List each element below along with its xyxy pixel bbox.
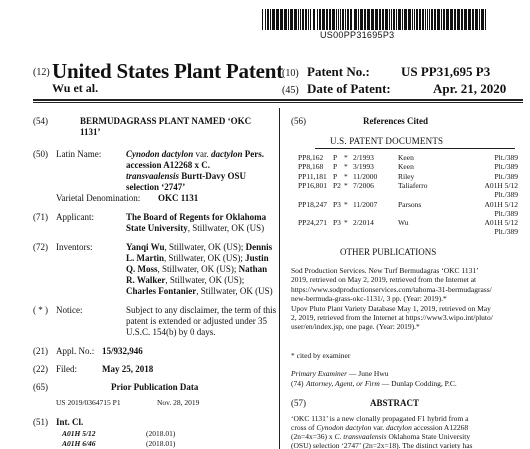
varietal-denomination: OKC 1131 bbox=[158, 193, 199, 203]
inid-54: (54) bbox=[33, 116, 48, 126]
citation-cls: Plt./389 bbox=[494, 153, 518, 162]
primary-examiner bbox=[291, 369, 389, 378]
barcode-bar bbox=[475, 9, 478, 30]
citation-name: Parsons bbox=[398, 199, 422, 209]
int-cl-code-2: A01H 6/46 bbox=[62, 439, 96, 448]
latin-name-author: Pers. bbox=[242, 149, 265, 159]
abstract-text: accession A12268 bbox=[411, 423, 469, 432]
latin-name-species-author: Burtt-Davy OSU bbox=[179, 171, 247, 181]
header-rule-bottom bbox=[33, 102, 523, 103]
inventor-location: , Stillwater, OK (US); bbox=[165, 275, 245, 285]
barcode-bar bbox=[412, 9, 413, 30]
filed-date: May 25, 2018 bbox=[102, 364, 154, 374]
barcode-bar bbox=[364, 9, 366, 30]
inid-56: (56) bbox=[291, 116, 306, 126]
appl-no: 15/932,946 bbox=[102, 346, 143, 356]
barcode-bar bbox=[450, 9, 453, 30]
citation-date: 2/1993 bbox=[353, 153, 374, 162]
citation-name: Taliaferro bbox=[398, 180, 428, 190]
barcode-bar bbox=[262, 9, 263, 30]
inventor-name: Q. Moss bbox=[126, 264, 158, 274]
applicant-name-end: State University bbox=[126, 223, 188, 233]
citation-name: Keen bbox=[398, 162, 414, 172]
inventor-location: , Stillwater, OK (US) bbox=[196, 286, 273, 296]
barcode-bar bbox=[385, 9, 388, 30]
barcode-bar bbox=[336, 9, 337, 30]
inid-72: (72) bbox=[33, 242, 48, 252]
citation-cls: Plt./389 bbox=[494, 162, 518, 172]
notice-label: Notice: bbox=[56, 305, 83, 315]
barcode-bar bbox=[267, 9, 269, 30]
inventor-location: , Stillwater, OK (US); bbox=[164, 242, 246, 252]
barcode-bar bbox=[454, 9, 456, 30]
barcode-bar bbox=[329, 9, 331, 30]
citation-date: 11/2007 bbox=[353, 199, 378, 209]
barcode-bar bbox=[360, 9, 363, 30]
barcode-bar bbox=[270, 9, 271, 30]
barcode-bar bbox=[340, 9, 341, 30]
citation-name: Keen bbox=[398, 153, 414, 162]
barcode-bar bbox=[429, 9, 430, 30]
inid-10: (10) bbox=[282, 68, 299, 79]
barcode-bar bbox=[302, 9, 304, 30]
citation-cls: Plt./389 bbox=[494, 171, 518, 181]
latin-name-species: transvaalensis bbox=[126, 171, 180, 181]
barcode-bar bbox=[290, 9, 293, 30]
barcode-bar bbox=[310, 9, 311, 30]
abstract-text: Oklahoma State University bbox=[386, 432, 471, 441]
inid-71: (71) bbox=[33, 212, 48, 222]
barcode bbox=[262, 9, 488, 30]
citation-no: PP8,162 bbox=[298, 153, 324, 162]
citation-cls: A01H 5/12 bbox=[484, 199, 518, 209]
barcode-bar bbox=[298, 9, 299, 30]
barcode-bar bbox=[294, 9, 297, 30]
latin-name-label: Latin Name: bbox=[56, 149, 102, 159]
barcode-bar bbox=[434, 9, 436, 30]
inventor-name: L. Martin bbox=[126, 253, 164, 263]
barcode-bar bbox=[422, 9, 424, 30]
patent-number: US PP31,695 P3 bbox=[401, 64, 491, 79]
citation-no: PP24,271 bbox=[298, 218, 327, 228]
inid-65: (65) bbox=[33, 382, 48, 392]
barcode-bar bbox=[308, 9, 309, 30]
int-cl-label: Int. Cl. bbox=[56, 417, 84, 427]
notice-line1: Subject to any disclaimer, the term of this bbox=[126, 305, 277, 315]
inventor-name: Nathan bbox=[238, 264, 268, 274]
abstract-line3 bbox=[291, 432, 470, 441]
barcode-bar bbox=[461, 9, 463, 30]
barcode-bar bbox=[404, 9, 407, 30]
latin-name-line1 bbox=[126, 149, 264, 160]
varietal-label: Varietal Denomination: bbox=[56, 193, 141, 203]
citation-star: * bbox=[344, 171, 348, 181]
barcode-bar bbox=[457, 9, 460, 30]
other-publication-line: user/en/index.jsp, one page. (Year: 2019).* bbox=[291, 322, 420, 332]
attorney-name: — Dunlap Codding, P.C. bbox=[379, 379, 457, 388]
citation-row bbox=[298, 172, 518, 181]
prior-pub-number: US 2019/0364715 P1 bbox=[56, 398, 121, 407]
barcode-bar bbox=[305, 9, 307, 30]
citation-kind: P3 bbox=[333, 218, 341, 228]
barcode-bar bbox=[446, 9, 449, 30]
barcode-bar bbox=[288, 9, 289, 30]
barcode-bar bbox=[391, 9, 392, 30]
appl-no-label: Appl. No.: bbox=[56, 346, 95, 356]
citation-kind: P bbox=[333, 162, 338, 172]
citation-star: * bbox=[344, 162, 348, 172]
citation-row bbox=[298, 190, 518, 199]
barcode-bar bbox=[414, 9, 415, 30]
citation-date: 11/2000 bbox=[353, 171, 378, 181]
citation-name: Riley bbox=[398, 171, 415, 181]
barcode-number: US00PP31695P3 bbox=[320, 30, 395, 40]
barcode-bar bbox=[375, 9, 378, 30]
barcode-bar bbox=[317, 9, 318, 30]
barcode-bar bbox=[345, 9, 346, 30]
barcode-bar bbox=[443, 9, 445, 30]
barcode-bar bbox=[472, 9, 474, 30]
abstract-line4: (OSU) selection ‘2747’ (2n=2x=18). The distinct variety has bbox=[291, 441, 473, 449]
inventors-line4 bbox=[126, 275, 244, 286]
citation-kind: P2 bbox=[333, 180, 341, 190]
inventor-location: , Stillwater, OK (US); bbox=[164, 253, 246, 263]
us-docs-title: U.S. PATENT DOCUMENTS bbox=[330, 136, 444, 146]
abstract-line2 bbox=[291, 423, 468, 432]
citation-row bbox=[298, 227, 518, 236]
notice-line2: patent is extended or adjusted under 35 bbox=[126, 316, 267, 326]
barcode-bar bbox=[468, 9, 471, 30]
citation-cls: Plt./389 bbox=[494, 190, 518, 200]
attorney bbox=[306, 379, 457, 388]
barcode-bar bbox=[300, 9, 301, 30]
barcode-bar bbox=[441, 9, 442, 30]
patent-date: Apr. 21, 2020 bbox=[433, 81, 507, 96]
inventor-name: Justin bbox=[245, 253, 269, 263]
other-publication-line: Sod Production Services. New Turf Bermudagras ‘OKC 1131’ bbox=[291, 266, 479, 275]
citation-cls: Plt./389 bbox=[494, 208, 518, 218]
latin-name-line2: accession A12268 x C. bbox=[126, 160, 210, 170]
barcode-bar bbox=[347, 9, 349, 30]
inid-74: (74) bbox=[291, 379, 304, 388]
barcode-bar bbox=[326, 9, 328, 30]
barcode-bar bbox=[398, 9, 401, 30]
citation-kind: P bbox=[333, 153, 338, 162]
column-divider bbox=[279, 108, 280, 449]
barcode-bar bbox=[371, 9, 374, 30]
primary-examiner-name: — June Hwu bbox=[347, 369, 389, 378]
inid-50: (50) bbox=[33, 149, 48, 159]
barcode-bar bbox=[389, 9, 390, 30]
inventors-line1 bbox=[126, 242, 272, 253]
abstract-genus: Cynodon dactylon bbox=[316, 423, 372, 432]
other-publication-line: 2, 2019, retrieved from the Internet at https://www3.wipo.int/pluto/ bbox=[291, 313, 493, 322]
barcode-bar bbox=[322, 9, 325, 30]
barcode-bar bbox=[425, 9, 426, 30]
citation-row bbox=[298, 181, 518, 190]
inid-45: (45) bbox=[282, 85, 299, 96]
barcode-bar bbox=[481, 9, 484, 30]
citation-name: Wu bbox=[398, 218, 409, 228]
inid-51: (51) bbox=[33, 417, 48, 427]
citation-kind: P3 bbox=[333, 199, 341, 209]
inventors-line3 bbox=[126, 264, 267, 275]
abstract-line1: ‘OKC 1131’ is a new clonally propagated F1 hybrid from a bbox=[291, 414, 469, 423]
prior-pub-title: Prior Publication Data bbox=[111, 382, 199, 392]
barcode-bar bbox=[416, 9, 418, 30]
barcode-bar bbox=[272, 9, 275, 30]
barcode-bar bbox=[319, 9, 321, 30]
abstract-text: var. bbox=[371, 423, 387, 432]
barcode-bar bbox=[402, 9, 403, 30]
barcode-bar bbox=[427, 9, 428, 30]
inventor-name: R. Walker bbox=[126, 275, 166, 285]
barcode-bar bbox=[276, 9, 279, 30]
citation-no: PP8,168 bbox=[298, 162, 324, 172]
barcode-bar bbox=[479, 9, 480, 30]
inventors-line5 bbox=[126, 286, 273, 297]
inid-12: (12) bbox=[33, 67, 50, 78]
applicant-location: , Stillwater, OK (US) bbox=[187, 223, 265, 233]
barcode-bar bbox=[431, 9, 433, 30]
barcode-bar bbox=[332, 9, 335, 30]
applicant-label: Applicant: bbox=[56, 212, 94, 222]
abstract-text: (2n=4x=36) x bbox=[291, 432, 335, 441]
latin-name-line3 bbox=[126, 171, 246, 182]
inventor-short: Wu et al. bbox=[52, 81, 99, 95]
barcode-bar bbox=[338, 9, 339, 30]
us-docs-rule bbox=[315, 148, 515, 149]
inventor-location: , Stillwater, OK (US); bbox=[157, 264, 239, 274]
attorney-label: Attorney, Agent, or Firm bbox=[306, 379, 380, 388]
document-title: United States Plant Patent bbox=[52, 59, 284, 83]
invention-title-line1: BERMUDAGRASS PLANT NAMED ‘OKC bbox=[80, 116, 252, 126]
citation-row bbox=[298, 153, 518, 162]
abstract-text: cross of bbox=[291, 423, 317, 432]
inventors-label: Inventors: bbox=[56, 242, 93, 252]
patent-no-label: Patent No.: bbox=[307, 64, 370, 79]
citation-cls: A01H 5/12 bbox=[484, 218, 518, 228]
abstract-species: C. transvaalensis bbox=[334, 432, 387, 441]
other-publication-line: new-bermuda-grass-okc-1131/, 3 pp. (Year: 2019).* bbox=[291, 294, 447, 304]
int-cl-code-1: A01H 5/12 bbox=[62, 429, 96, 438]
abstract-variety: dactylon bbox=[386, 423, 412, 432]
int-cl-version-1: (2018.01) bbox=[146, 429, 176, 438]
citation-row bbox=[298, 162, 518, 171]
barcode-bar bbox=[419, 9, 421, 30]
latin-name-var: var. bbox=[193, 149, 212, 159]
citation-star: * bbox=[344, 218, 348, 228]
applicant-line1: The Board of Regents for Oklahoma bbox=[126, 212, 267, 222]
citation-star: * bbox=[344, 180, 348, 190]
citation-date: 2/2014 bbox=[353, 218, 374, 228]
other-publication-line: https://www.sodproductionservices.com/tahoma-31-bermudagrass/ bbox=[291, 284, 492, 294]
citation-star: * bbox=[344, 153, 348, 162]
barcode-bar bbox=[367, 9, 370, 30]
citation-date: 3/1993 bbox=[353, 162, 374, 172]
barcode-bar bbox=[379, 9, 381, 30]
barcode-bar bbox=[396, 9, 397, 30]
citation-no: PP11,181 bbox=[298, 171, 327, 181]
inventors-line2 bbox=[126, 253, 269, 264]
citation-cls: Plt./389 bbox=[494, 227, 518, 237]
latin-name-genus: Cynodon dactylon bbox=[126, 149, 194, 159]
barcode-bar bbox=[280, 9, 283, 30]
inventor-name: Charles Fontanier bbox=[126, 286, 197, 296]
citation-kind: P bbox=[333, 171, 338, 181]
other-publication-line: Upov Pluto Plant Variety Database May 1, 2019, retrieved on May bbox=[291, 303, 491, 313]
citation-row bbox=[298, 209, 518, 218]
inid-22: (22) bbox=[33, 364, 48, 374]
citation-no: PP16,801 bbox=[298, 180, 327, 190]
citation-star: * bbox=[344, 199, 348, 209]
inid-57: (57) bbox=[291, 398, 306, 408]
inid-21: (21) bbox=[33, 346, 48, 356]
barcode-bar bbox=[382, 9, 384, 30]
filed-label: Filed: bbox=[56, 364, 78, 374]
latin-name-variety: dactylon bbox=[211, 149, 243, 159]
header-rule-top bbox=[33, 99, 523, 101]
barcode-bar bbox=[393, 9, 395, 30]
other-publication-line: 2019, retrieved on May 2, 2019, retrieved from the Internet at bbox=[291, 275, 477, 285]
date-label: Date of Patent: bbox=[307, 81, 391, 96]
latin-name-line4: selection ‘2747’ bbox=[126, 182, 186, 192]
citation-cls: A01H 5/12 bbox=[484, 180, 518, 190]
barcode-bar bbox=[437, 9, 440, 30]
inventor-name: Yanqi Wu bbox=[126, 242, 165, 252]
citation-date: 7/2006 bbox=[353, 180, 374, 190]
citation-no: PP18,247 bbox=[298, 199, 327, 209]
barcode-bar bbox=[284, 9, 287, 30]
barcode-bar bbox=[342, 9, 344, 30]
inid-notice: ( * ) bbox=[33, 305, 48, 315]
citation-row bbox=[298, 200, 518, 209]
applicant-line2 bbox=[126, 223, 264, 234]
barcode-bar bbox=[358, 9, 359, 30]
abstract-title: ABSTRACT bbox=[370, 398, 420, 408]
barcode-bar bbox=[464, 9, 467, 30]
inventor-name: Dennis bbox=[245, 242, 273, 252]
barcode-bar bbox=[354, 9, 357, 30]
notice-line3: U.S.C. 154(b) by 0 days. bbox=[126, 327, 216, 337]
references-title: References Cited bbox=[363, 116, 429, 126]
barcode-bar bbox=[485, 9, 486, 30]
invention-title-line2: 1131’ bbox=[80, 127, 101, 137]
prior-pub-date: Nov. 28, 2019 bbox=[157, 398, 200, 407]
primary-examiner-label: Primary Examiner bbox=[291, 369, 348, 378]
cited-by-examiner: * cited by examiner bbox=[291, 351, 351, 360]
barcode-bar bbox=[350, 9, 352, 30]
barcode-bar bbox=[408, 9, 411, 30]
int-cl-version-2: (2018.01) bbox=[146, 439, 176, 448]
barcode-bar bbox=[265, 9, 266, 30]
citation-row bbox=[298, 218, 518, 227]
other-pubs-title: OTHER PUBLICATIONS bbox=[340, 247, 437, 257]
barcode-bar bbox=[313, 9, 315, 30]
